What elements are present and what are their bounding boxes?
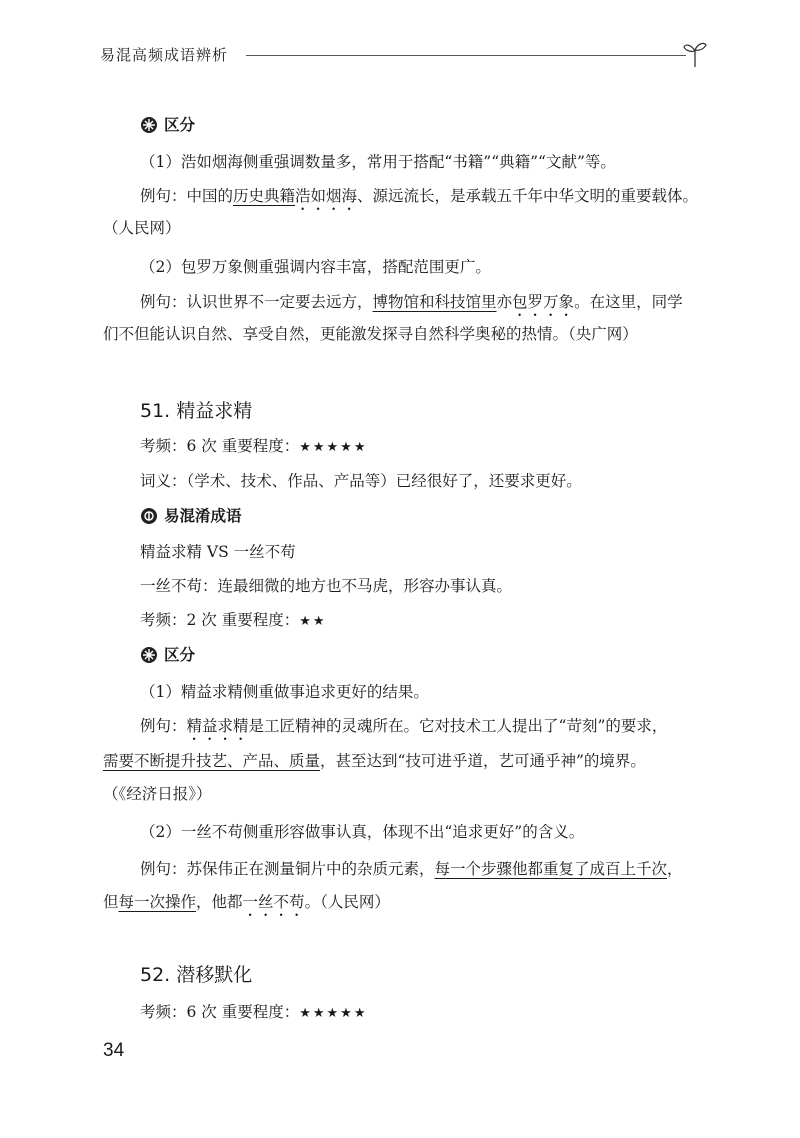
- importance-stars: ★★: [299, 614, 327, 629]
- paragraph: （2）包罗万象侧重强调内容丰富，搭配范围更广。: [140, 258, 491, 276]
- frequency-line: 考频：6 次 重要程度：★★★★★: [140, 1003, 368, 1021]
- example-sentence-continued: 需要不断提升技艺、产品、质量，甚至达到“技可进乎道，艺可通乎神”的境界。: [103, 752, 646, 770]
- paragraph: （1）精益求精侧重做事追求更好的结果。: [140, 683, 429, 701]
- dotted-idiom: 包罗万象: [512, 293, 575, 311]
- definition-line: 一丝不苟：连最细微的地方也不马虎，形容办事认真。: [140, 577, 513, 595]
- example-sentence: 例句：认识世界不一定要去远方，博物馆和科技馆里亦包罗万象。在这里，同学: [140, 293, 683, 311]
- underlined-phrase: 每一次操作: [118, 893, 197, 911]
- example-sentence-continued: 但每一次操作，他都一丝不苟。（人民网）: [103, 893, 390, 911]
- underlined-phrase: 每一个步骤他都重复了成百上千次: [434, 860, 668, 878]
- importance-stars: ★★★★★: [299, 1006, 368, 1021]
- underlined-phrase: 博物馆和科技馆里: [372, 293, 497, 311]
- section-heading-distinguish: [140, 643, 195, 665]
- sprout-icon: [682, 40, 708, 68]
- section-heading-text: 易混淆成语: [164, 507, 242, 525]
- example-sentence: 例句：苏保伟正在测量铜片中的杂质元素，每一个步骤他都重复了成百上千次，: [140, 860, 683, 878]
- paragraph: （1）浩如烟海侧重强调数量多，常用于搭配“书籍”“典籍”“文献”等。: [140, 153, 616, 171]
- meaning-line: 词义：（学术、技术、作品、产品等）已经很好了，还要求更好。: [140, 472, 582, 490]
- underlined-phrase: 历史典籍: [233, 187, 296, 205]
- entry-title-52: 52. 潜移默化: [140, 964, 253, 986]
- running-header: [100, 40, 710, 70]
- section-heading-text: 区分: [164, 116, 196, 134]
- paragraph: （2）一丝不苟侧重形容做事认真，体现不出“追求更好”的含义。: [140, 823, 585, 841]
- example-sentence: 例句：中国的历史典籍浩如烟海、源远流长，是承载五千年中华文明的重要载体。: [140, 187, 699, 205]
- example-sentence-continued: 们不但能认识自然、享受自然，更能激发探寻自然科学奥秘的热情。（央广网）: [103, 325, 638, 343]
- page-number: 34: [103, 1040, 125, 1061]
- header-title: 易混高频成语辨析: [100, 46, 229, 64]
- confusable-icon: [140, 507, 158, 525]
- example-sentence: 例句：精益求精是工匠精神的灵魂所在。它对技术工人提出了“苛刻”的要求，: [140, 717, 668, 735]
- versus-line: 精益求精 VS 一丝不苟: [140, 543, 296, 561]
- dotted-idiom: 浩如烟海: [295, 187, 358, 205]
- dotted-idiom: 一丝不苟: [242, 893, 305, 911]
- source-citation: （《经济日报》）: [103, 785, 212, 803]
- frequency-line: 考频：6 次 重要程度：★★★★★: [140, 437, 368, 455]
- source-citation: （人民网）: [103, 219, 181, 237]
- distinguish-icon: [140, 646, 158, 664]
- section-heading-confusable: [140, 504, 242, 526]
- importance-stars: ★★★★★: [299, 440, 368, 455]
- frequency-line: 考频：2 次 重要程度：★★: [140, 611, 327, 629]
- underlined-phrase: 需要不断提升技艺、产品、质量: [103, 752, 321, 770]
- section-heading-distinguish: [140, 113, 195, 135]
- distinguish-icon: [140, 116, 158, 134]
- header-rule: [246, 55, 686, 56]
- dotted-idiom: 精益求精: [186, 717, 249, 735]
- section-heading-text: 区分: [164, 646, 196, 664]
- entry-title-51: 51. 精益求精: [140, 400, 253, 422]
